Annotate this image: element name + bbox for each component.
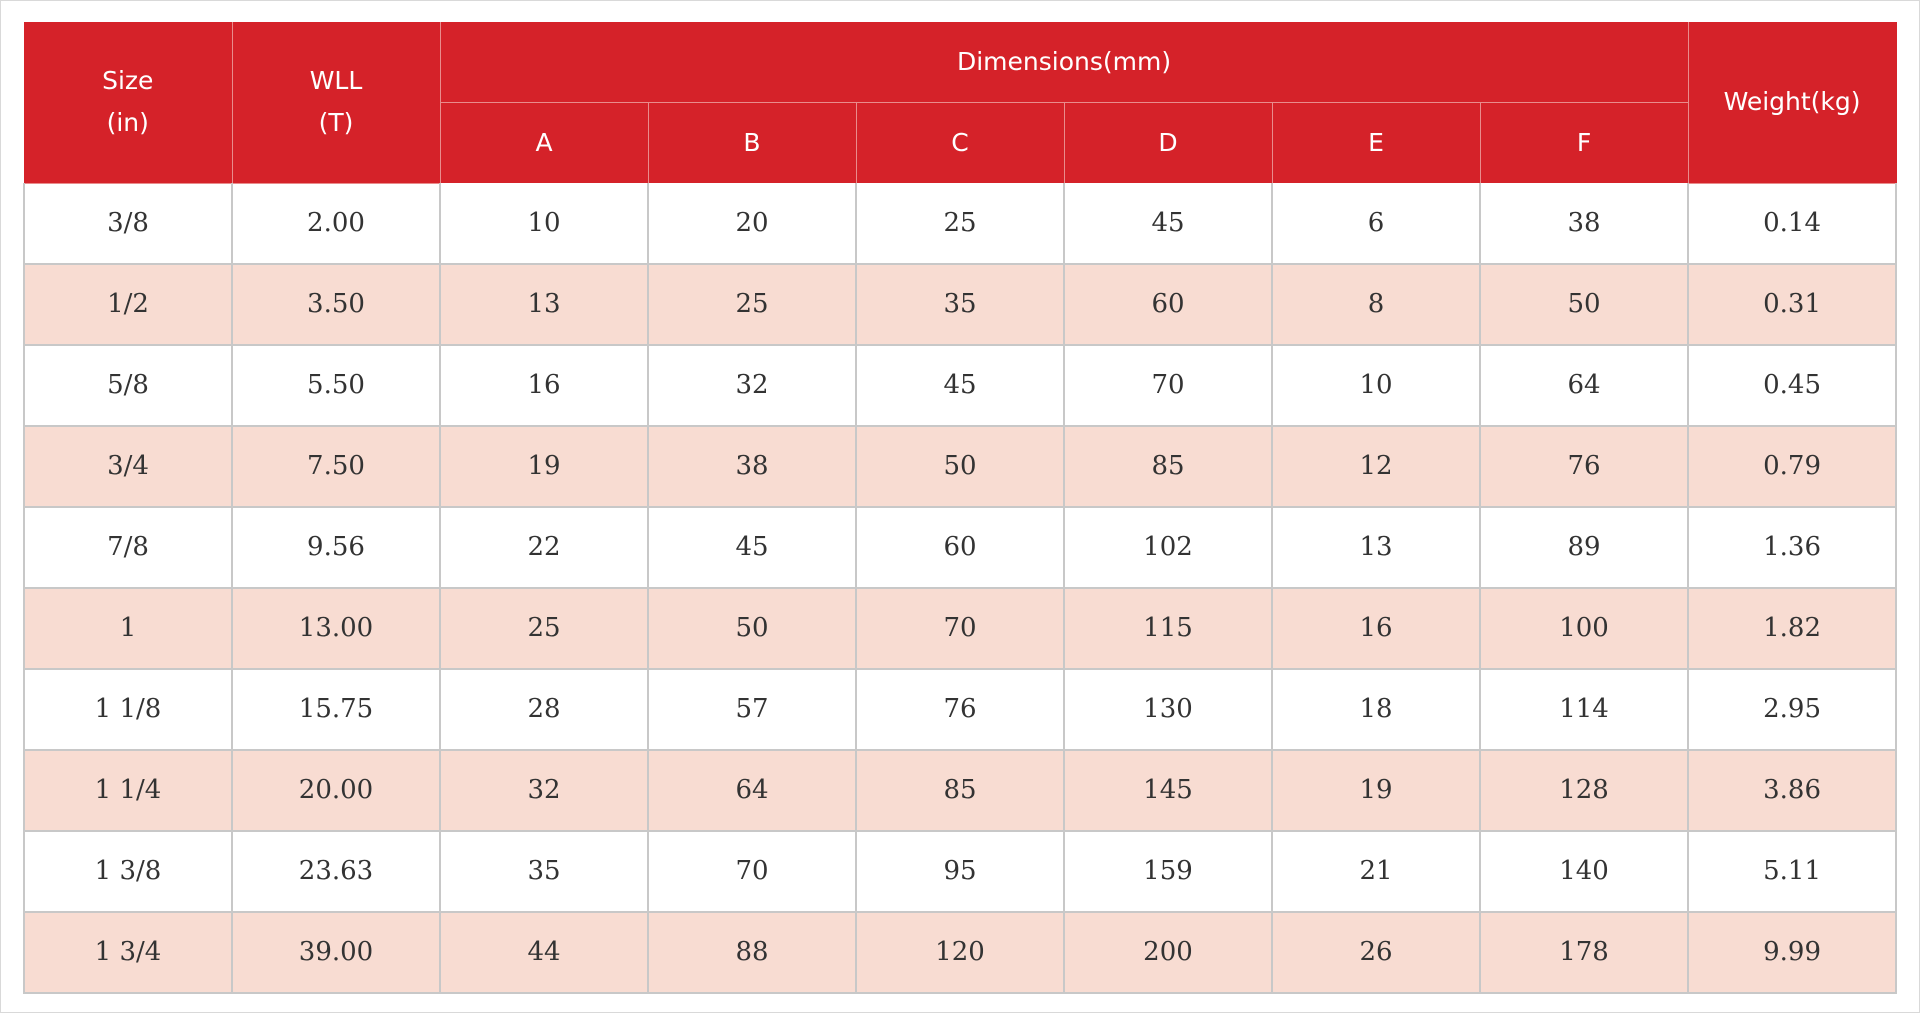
- cell-dim-e: 13: [1272, 507, 1480, 588]
- table-row: [24, 183, 1896, 264]
- cell-weight: 1.82: [1688, 588, 1896, 669]
- cell-dim-e: 21: [1272, 831, 1480, 912]
- cell-dim-f: 140: [1480, 831, 1688, 912]
- cell-dim-a: 35: [440, 831, 648, 912]
- cell-dim-c: 25: [856, 183, 1064, 264]
- table-row: [24, 750, 1896, 831]
- cell-weight: 2.95: [1688, 669, 1896, 750]
- cell-dim-d: 60: [1064, 264, 1272, 345]
- header-dim-a: A: [440, 103, 648, 184]
- cell-size: 1: [24, 588, 232, 669]
- cell-dim-b: 38: [648, 426, 856, 507]
- cell-wll: 23.63: [232, 831, 440, 912]
- cell-dim-c: 60: [856, 507, 1064, 588]
- cell-dim-b: 45: [648, 507, 856, 588]
- cell-size: 3/8: [24, 183, 232, 264]
- cell-dim-b: 70: [648, 831, 856, 912]
- cell-size: 7/8: [24, 507, 232, 588]
- cell-dim-a: 19: [440, 426, 648, 507]
- cell-weight: 3.86: [1688, 750, 1896, 831]
- table-header: [24, 22, 1896, 183]
- cell-dim-c: 70: [856, 588, 1064, 669]
- cell-dim-b: 20: [648, 183, 856, 264]
- cell-dim-b: 25: [648, 264, 856, 345]
- cell-wll: 3.50: [232, 264, 440, 345]
- cell-dim-b: 64: [648, 750, 856, 831]
- cell-dim-f: 76: [1480, 426, 1688, 507]
- cell-dim-d: 130: [1064, 669, 1272, 750]
- header-dimensions: Dimensions(mm): [440, 22, 1688, 103]
- cell-dim-e: 26: [1272, 912, 1480, 993]
- cell-size: 1 1/4: [24, 750, 232, 831]
- table-row: [24, 669, 1896, 750]
- cell-dim-a: 28: [440, 669, 648, 750]
- cell-dim-e: 12: [1272, 426, 1480, 507]
- cell-dim-e: 8: [1272, 264, 1480, 345]
- spec-table: [23, 22, 1897, 994]
- cell-size: 5/8: [24, 345, 232, 426]
- cell-size: 1 3/4: [24, 912, 232, 993]
- cell-dim-b: 50: [648, 588, 856, 669]
- cell-dim-f: 114: [1480, 669, 1688, 750]
- cell-wll: 5.50: [232, 345, 440, 426]
- cell-dim-a: 13: [440, 264, 648, 345]
- table-row: [24, 912, 1896, 993]
- cell-dim-c: 85: [856, 750, 1064, 831]
- cell-dim-c: 95: [856, 831, 1064, 912]
- cell-dim-f: 50: [1480, 264, 1688, 345]
- table-row: [24, 507, 1896, 588]
- cell-weight: 9.99: [1688, 912, 1896, 993]
- cell-dim-f: 178: [1480, 912, 1688, 993]
- cell-dim-a: 44: [440, 912, 648, 993]
- cell-dim-f: 128: [1480, 750, 1688, 831]
- cell-dim-e: 19: [1272, 750, 1480, 831]
- cell-dim-a: 25: [440, 588, 648, 669]
- cell-dim-d: 85: [1064, 426, 1272, 507]
- cell-size: 1 1/8: [24, 669, 232, 750]
- cell-dim-c: 45: [856, 345, 1064, 426]
- cell-weight: 1.36: [1688, 507, 1896, 588]
- cell-dim-f: 64: [1480, 345, 1688, 426]
- table-body: [24, 183, 1896, 993]
- cell-wll: 39.00: [232, 912, 440, 993]
- cell-weight: 0.45: [1688, 345, 1896, 426]
- cell-dim-b: 88: [648, 912, 856, 993]
- header-dim-b: B: [648, 103, 856, 184]
- table-row: [24, 345, 1896, 426]
- cell-dim-e: 10: [1272, 345, 1480, 426]
- cell-dim-c: 50: [856, 426, 1064, 507]
- cell-weight: 0.14: [1688, 183, 1896, 264]
- cell-dim-b: 57: [648, 669, 856, 750]
- cell-dim-a: 22: [440, 507, 648, 588]
- cell-dim-e: 6: [1272, 183, 1480, 264]
- cell-dim-a: 32: [440, 750, 648, 831]
- cell-dim-d: 159: [1064, 831, 1272, 912]
- cell-size: 1/2: [24, 264, 232, 345]
- cell-dim-a: 10: [440, 183, 648, 264]
- cell-dim-a: 16: [440, 345, 648, 426]
- cell-dim-d: 145: [1064, 750, 1272, 831]
- cell-weight: 0.31: [1688, 264, 1896, 345]
- cell-wll: 2.00: [232, 183, 440, 264]
- header-size: Size (in): [24, 22, 232, 183]
- cell-wll: 15.75: [232, 669, 440, 750]
- header-wll: WLL (T): [232, 22, 440, 183]
- cell-size: 1 3/8: [24, 831, 232, 912]
- cell-dim-c: 35: [856, 264, 1064, 345]
- cell-dim-f: 38: [1480, 183, 1688, 264]
- cell-weight: 0.79: [1688, 426, 1896, 507]
- cell-wll: 13.00: [232, 588, 440, 669]
- table-row: [24, 264, 1896, 345]
- cell-wll: 9.56: [232, 507, 440, 588]
- cell-dim-e: 16: [1272, 588, 1480, 669]
- cell-dim-b: 32: [648, 345, 856, 426]
- cell-dim-f: 89: [1480, 507, 1688, 588]
- cell-dim-d: 200: [1064, 912, 1272, 993]
- table-row: [24, 588, 1896, 669]
- header-weight: Weight(kg): [1688, 22, 1896, 183]
- table-row: [24, 426, 1896, 507]
- cell-wll: 7.50: [232, 426, 440, 507]
- cell-dim-d: 115: [1064, 588, 1272, 669]
- header-dim-c: C: [856, 103, 1064, 184]
- header-dim-e: E: [1272, 103, 1480, 184]
- cell-dim-d: 70: [1064, 345, 1272, 426]
- cell-dim-d: 45: [1064, 183, 1272, 264]
- cell-dim-c: 120: [856, 912, 1064, 993]
- cell-dim-e: 18: [1272, 669, 1480, 750]
- cell-size: 3/4: [24, 426, 232, 507]
- table-row: [24, 831, 1896, 912]
- header-dim-f: F: [1480, 103, 1688, 184]
- cell-wll: 20.00: [232, 750, 440, 831]
- cell-dim-d: 102: [1064, 507, 1272, 588]
- cell-dim-f: 100: [1480, 588, 1688, 669]
- header-dim-d: D: [1064, 103, 1272, 184]
- cell-dim-c: 76: [856, 669, 1064, 750]
- cell-weight: 5.11: [1688, 831, 1896, 912]
